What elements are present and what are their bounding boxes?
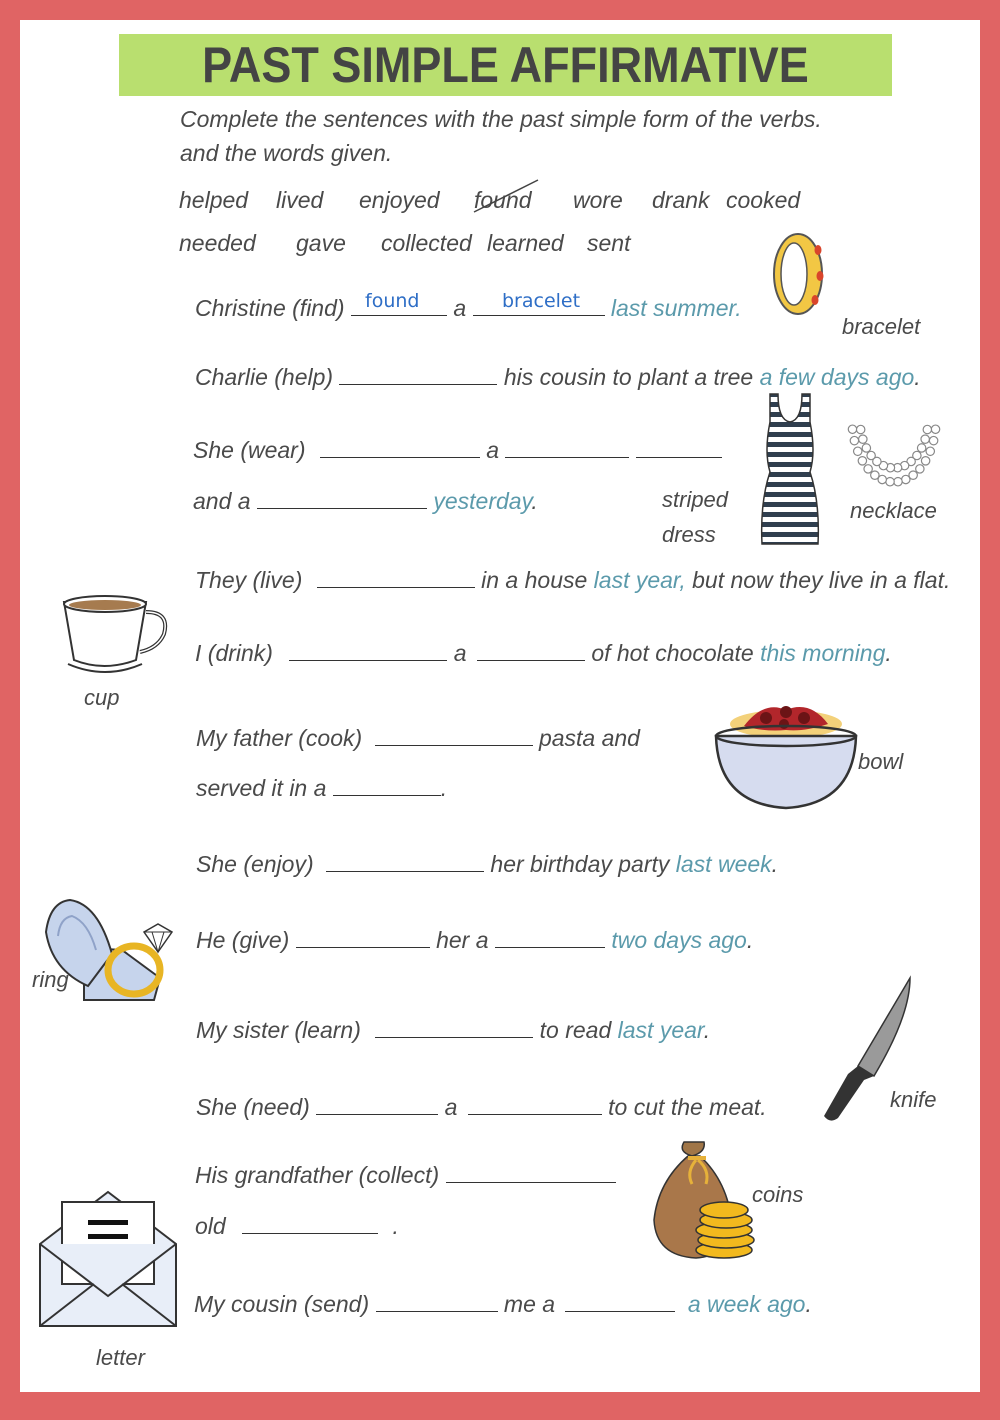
sentence-end: . — [805, 1291, 812, 1317]
pearl — [858, 457, 866, 465]
sentence-6 — [196, 725, 640, 752]
knife-label: knife — [890, 1087, 937, 1112]
sentence-2 — [195, 364, 921, 391]
sentence-4 — [195, 567, 950, 594]
sentence-text: his cousin to plant a tree — [503, 364, 754, 390]
filled-answer: found — [365, 290, 420, 312]
pearl — [854, 447, 862, 455]
sentence-5 — [195, 640, 892, 667]
word-bank-item-crossed: found — [474, 187, 532, 213]
word-bank-item: drank — [652, 187, 710, 213]
necklace-label: necklace — [850, 498, 937, 523]
answer-blank[interactable] — [477, 640, 585, 661]
pearl — [921, 435, 929, 443]
time-phrase: last year, — [593, 567, 686, 593]
ring-label: ring — [32, 967, 69, 992]
answer-blank[interactable] — [376, 1291, 498, 1312]
answer-blank[interactable] — [636, 437, 722, 458]
sentence-text: Christine (find) — [195, 295, 345, 321]
sentence-text: old — [195, 1213, 226, 1239]
word-bank-item: wore — [573, 187, 623, 213]
answer-blank[interactable] — [375, 725, 533, 746]
sentence-text: and a — [193, 488, 251, 514]
answer-blank[interactable] — [326, 851, 484, 872]
pearl — [850, 436, 858, 444]
pearl — [902, 475, 910, 483]
sentence-text: in a house — [481, 567, 588, 593]
pearl — [894, 478, 902, 486]
sentence-text: pasta and — [538, 725, 640, 751]
answer-blank[interactable] — [242, 1213, 378, 1234]
sentence-text: She (need) — [196, 1094, 310, 1120]
pearl — [931, 425, 939, 433]
pearl — [923, 425, 931, 433]
coins-icon — [648, 1138, 758, 1268]
sentence-text: her a — [436, 927, 489, 953]
word-bank-item: helped — [179, 187, 249, 213]
coins-label: coins — [752, 1182, 804, 1207]
bowl-label: bowl — [858, 749, 904, 774]
sentence-text: but now they live in a flat. — [692, 567, 951, 593]
time-phrase: this morning — [760, 640, 886, 666]
sentence-11 — [195, 1162, 616, 1189]
answer-blank[interactable] — [320, 437, 480, 458]
time-phrase: last year — [617, 1017, 704, 1043]
answer-blank[interactable] — [296, 927, 430, 948]
bowl-icon — [714, 696, 859, 811]
instructions-line-2: and the words given. — [180, 140, 393, 166]
pearl — [926, 447, 934, 455]
sentence-end: . — [771, 851, 779, 877]
sentence-11-cont — [195, 1213, 399, 1240]
word-bank-item: needed — [179, 230, 256, 256]
sentence-end: . — [440, 775, 448, 801]
sentence-text: He (give) — [196, 927, 290, 953]
letter-icon — [36, 1184, 181, 1329]
pearl — [862, 444, 870, 452]
answer-blank[interactable] — [505, 437, 629, 458]
pearl — [921, 457, 929, 465]
sentence-6-cont — [196, 775, 447, 802]
pearl — [886, 478, 894, 486]
sentence-text: a — [453, 640, 467, 666]
sentence-end: . — [885, 640, 892, 666]
striped-label-2: dress — [662, 522, 716, 547]
sentence-text: a — [444, 1094, 458, 1120]
sentence-text: My sister (learn) — [196, 1017, 361, 1043]
sentence-end: . — [531, 488, 538, 514]
answer-blank[interactable] — [316, 1094, 438, 1115]
sentence-end: . — [914, 364, 921, 390]
sentence-text: a — [486, 437, 500, 463]
sentence-3 — [193, 437, 722, 464]
cup-icon — [60, 594, 180, 679]
time-phrase: last summer. — [610, 295, 742, 321]
sentence-text: of hot chocolate — [591, 640, 754, 666]
worksheet-page — [20, 20, 980, 1392]
pearl — [859, 435, 867, 443]
answer-blank[interactable] — [333, 775, 441, 796]
pearl — [929, 436, 937, 444]
sentence-10 — [196, 1094, 767, 1121]
sentence-text: My father (cook) — [196, 725, 363, 751]
word-bank-item: learned — [487, 230, 564, 256]
answer-blank[interactable] — [257, 488, 427, 509]
pearl — [917, 444, 925, 452]
bracelet-icon — [768, 230, 838, 320]
time-phrase: two days ago — [611, 927, 747, 953]
word-bank-item: cooked — [726, 187, 801, 213]
pearl — [848, 425, 856, 433]
sentence-text: her birthday party — [490, 851, 670, 877]
sentence-text: She (wear) — [193, 437, 306, 463]
letter-label: letter — [96, 1345, 145, 1370]
sentence-8 — [196, 927, 753, 954]
pearl — [856, 425, 864, 433]
word-bank-item: gave — [296, 230, 346, 256]
time-phrase: a week ago — [687, 1291, 806, 1317]
answer-blank[interactable] — [468, 1094, 602, 1115]
sentence-1 — [195, 295, 742, 322]
answer-blank[interactable] — [289, 640, 447, 661]
sentence-3-cont — [193, 488, 538, 515]
sentence-text: His grandfather (collect) — [195, 1162, 440, 1188]
answer-blank[interactable] — [317, 567, 475, 588]
sentence-text: They (live) — [195, 567, 303, 593]
pearl — [867, 451, 875, 459]
page-title: PAST SIMPLE AFFIRMATIVE — [202, 37, 809, 93]
word-bank-item: sent — [587, 230, 631, 256]
answer-blank[interactable] — [495, 927, 605, 948]
sentence-end: . — [392, 1213, 399, 1239]
time-phrase: a few days ago — [759, 364, 915, 390]
strike-mark — [470, 178, 550, 218]
sentence-text: My cousin (send) — [194, 1291, 370, 1317]
sentence-text: to read — [539, 1017, 612, 1043]
pearl — [916, 465, 924, 473]
word-bank-item: lived — [276, 187, 324, 213]
instructions-line-1: Complete the sentences with the past simple form of the verbs. — [180, 106, 822, 132]
answer-blank[interactable] — [339, 364, 497, 385]
sentence-text: I (drink) — [195, 640, 273, 666]
striped-dress-icon — [756, 392, 826, 547]
sentence-text: served it in a — [196, 775, 327, 801]
sentence-text: to cut the meat. — [608, 1094, 767, 1120]
sentence-text: She (enjoy) — [196, 851, 314, 877]
striped-label-1: striped — [662, 487, 729, 512]
sentence-text: a — [453, 295, 467, 321]
sentence-end: . — [703, 1017, 711, 1043]
bracelet-label: bracelet — [842, 314, 921, 339]
word-bank-item: collected — [381, 230, 472, 256]
answer-blank[interactable] — [565, 1291, 675, 1312]
sentence-end: . — [746, 927, 754, 953]
word-bank-item: enjoyed — [359, 187, 440, 213]
sentence-text: Charlie (help) — [195, 364, 334, 390]
sentence-7 — [196, 851, 778, 878]
sentence-12 — [194, 1291, 812, 1318]
time-phrase: last week — [675, 851, 772, 877]
filled-answer: bracelet — [502, 290, 581, 312]
pearl — [864, 465, 872, 473]
cup-label: cup — [84, 685, 120, 710]
sentence-text: me a — [503, 1291, 556, 1317]
answer-blank[interactable] — [375, 1017, 533, 1038]
necklace-icon — [846, 416, 946, 506]
sentence-9 — [196, 1017, 710, 1044]
answer-blank[interactable] — [446, 1162, 616, 1183]
time-phrase: yesterday — [433, 488, 532, 514]
pearl — [871, 471, 879, 479]
